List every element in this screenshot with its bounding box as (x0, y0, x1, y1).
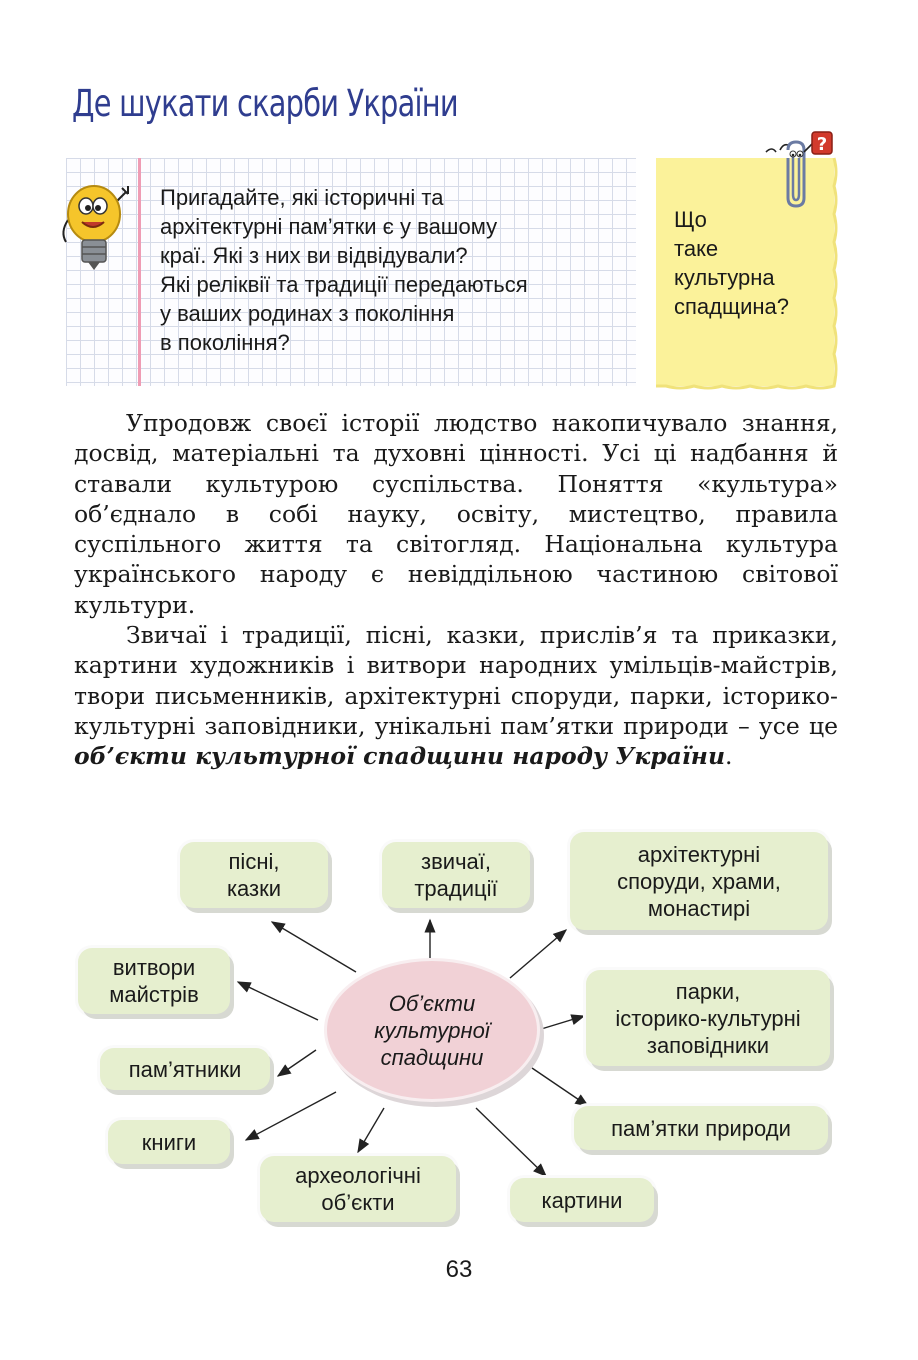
question-line: Пригадайте, які історичні та (160, 185, 444, 210)
node-monuments (100, 1048, 270, 1090)
node-line: витвори (112, 955, 196, 980)
node-line: казки (226, 876, 282, 901)
node-archaeology (260, 1156, 456, 1222)
question-badge: ? (816, 134, 828, 155)
node-line: парки, (675, 978, 741, 1004)
page-number: 63 (445, 1256, 473, 1283)
node-architecture (570, 832, 828, 930)
node-line: пам’ятники (128, 1056, 242, 1082)
node-line: книги (141, 1129, 197, 1155)
node-line: майстрів (109, 982, 199, 1007)
node-line: звичаї, (421, 849, 491, 874)
center-line: спадщини (380, 1044, 484, 1070)
question-line: в покоління? (160, 330, 290, 355)
node-line: об’єкти (321, 1190, 395, 1215)
node-paintings (510, 1178, 654, 1222)
node-line: архітектурні (637, 841, 761, 867)
question-line: архітектурні пам’ятки є у вашому (160, 214, 498, 239)
center-line: культурної (374, 1017, 490, 1043)
node-crafts (78, 948, 230, 1014)
node-line: картини (541, 1187, 623, 1213)
node-nature (574, 1106, 828, 1150)
paragraph-1: Упродовж своєї історії людство накопичувало знання, досвід, матеріальні та духовні цінності. Усі ці надбання й ставали культурою суспільства. Поняття «культура» об’єднало в собі науку, освіту, мистецтво, правила суспільного життя та світогляд. Національна культура українського народу є невіддільною частиною світової культури. (74, 409, 838, 619)
node-line: заповідники (646, 1032, 770, 1058)
sticky-line: спадщина? (674, 294, 789, 319)
diagram-center (324, 958, 540, 1102)
page-title: Де шукати скарби України (72, 82, 458, 125)
question-line: у ваших родинах з покоління (160, 301, 455, 326)
sticky-line: Що (674, 207, 707, 232)
center-line: Об’єкти (388, 990, 476, 1016)
node-line: монастирі (647, 895, 751, 921)
node-line: історико-культурні (615, 1005, 801, 1031)
paragraph-2-end: . (725, 742, 733, 771)
node-line: археологічні (295, 1163, 421, 1188)
node-line: пісні, (228, 849, 280, 874)
node-songs (180, 842, 328, 908)
node-line: традиції (414, 876, 498, 901)
node-parks (586, 970, 830, 1066)
paragraph-2-text: Звичаї і традиції, пісні, казки, прислів’я та приказки, картини художників і витвори народних умільців-майстрів, твори письменників, архітектурні споруди, парки, історико-культурні заповідники, унікальні пам’ятки природи – усе це (74, 621, 838, 740)
node-customs (382, 842, 530, 908)
sticky-line: культурна (674, 265, 775, 290)
sticky-line: таке (674, 236, 719, 261)
question-line: Які реліквії та традиції передаються (160, 272, 528, 297)
node-books (108, 1120, 230, 1164)
node-line: споруди, храми, (617, 868, 781, 894)
node-line: пам’ятки природи (611, 1115, 791, 1141)
paragraph-2-emphasis: об’єкти культурної спадщини народу України (74, 742, 726, 771)
question-line: краї. Які з них ви відвідували? (160, 243, 468, 268)
